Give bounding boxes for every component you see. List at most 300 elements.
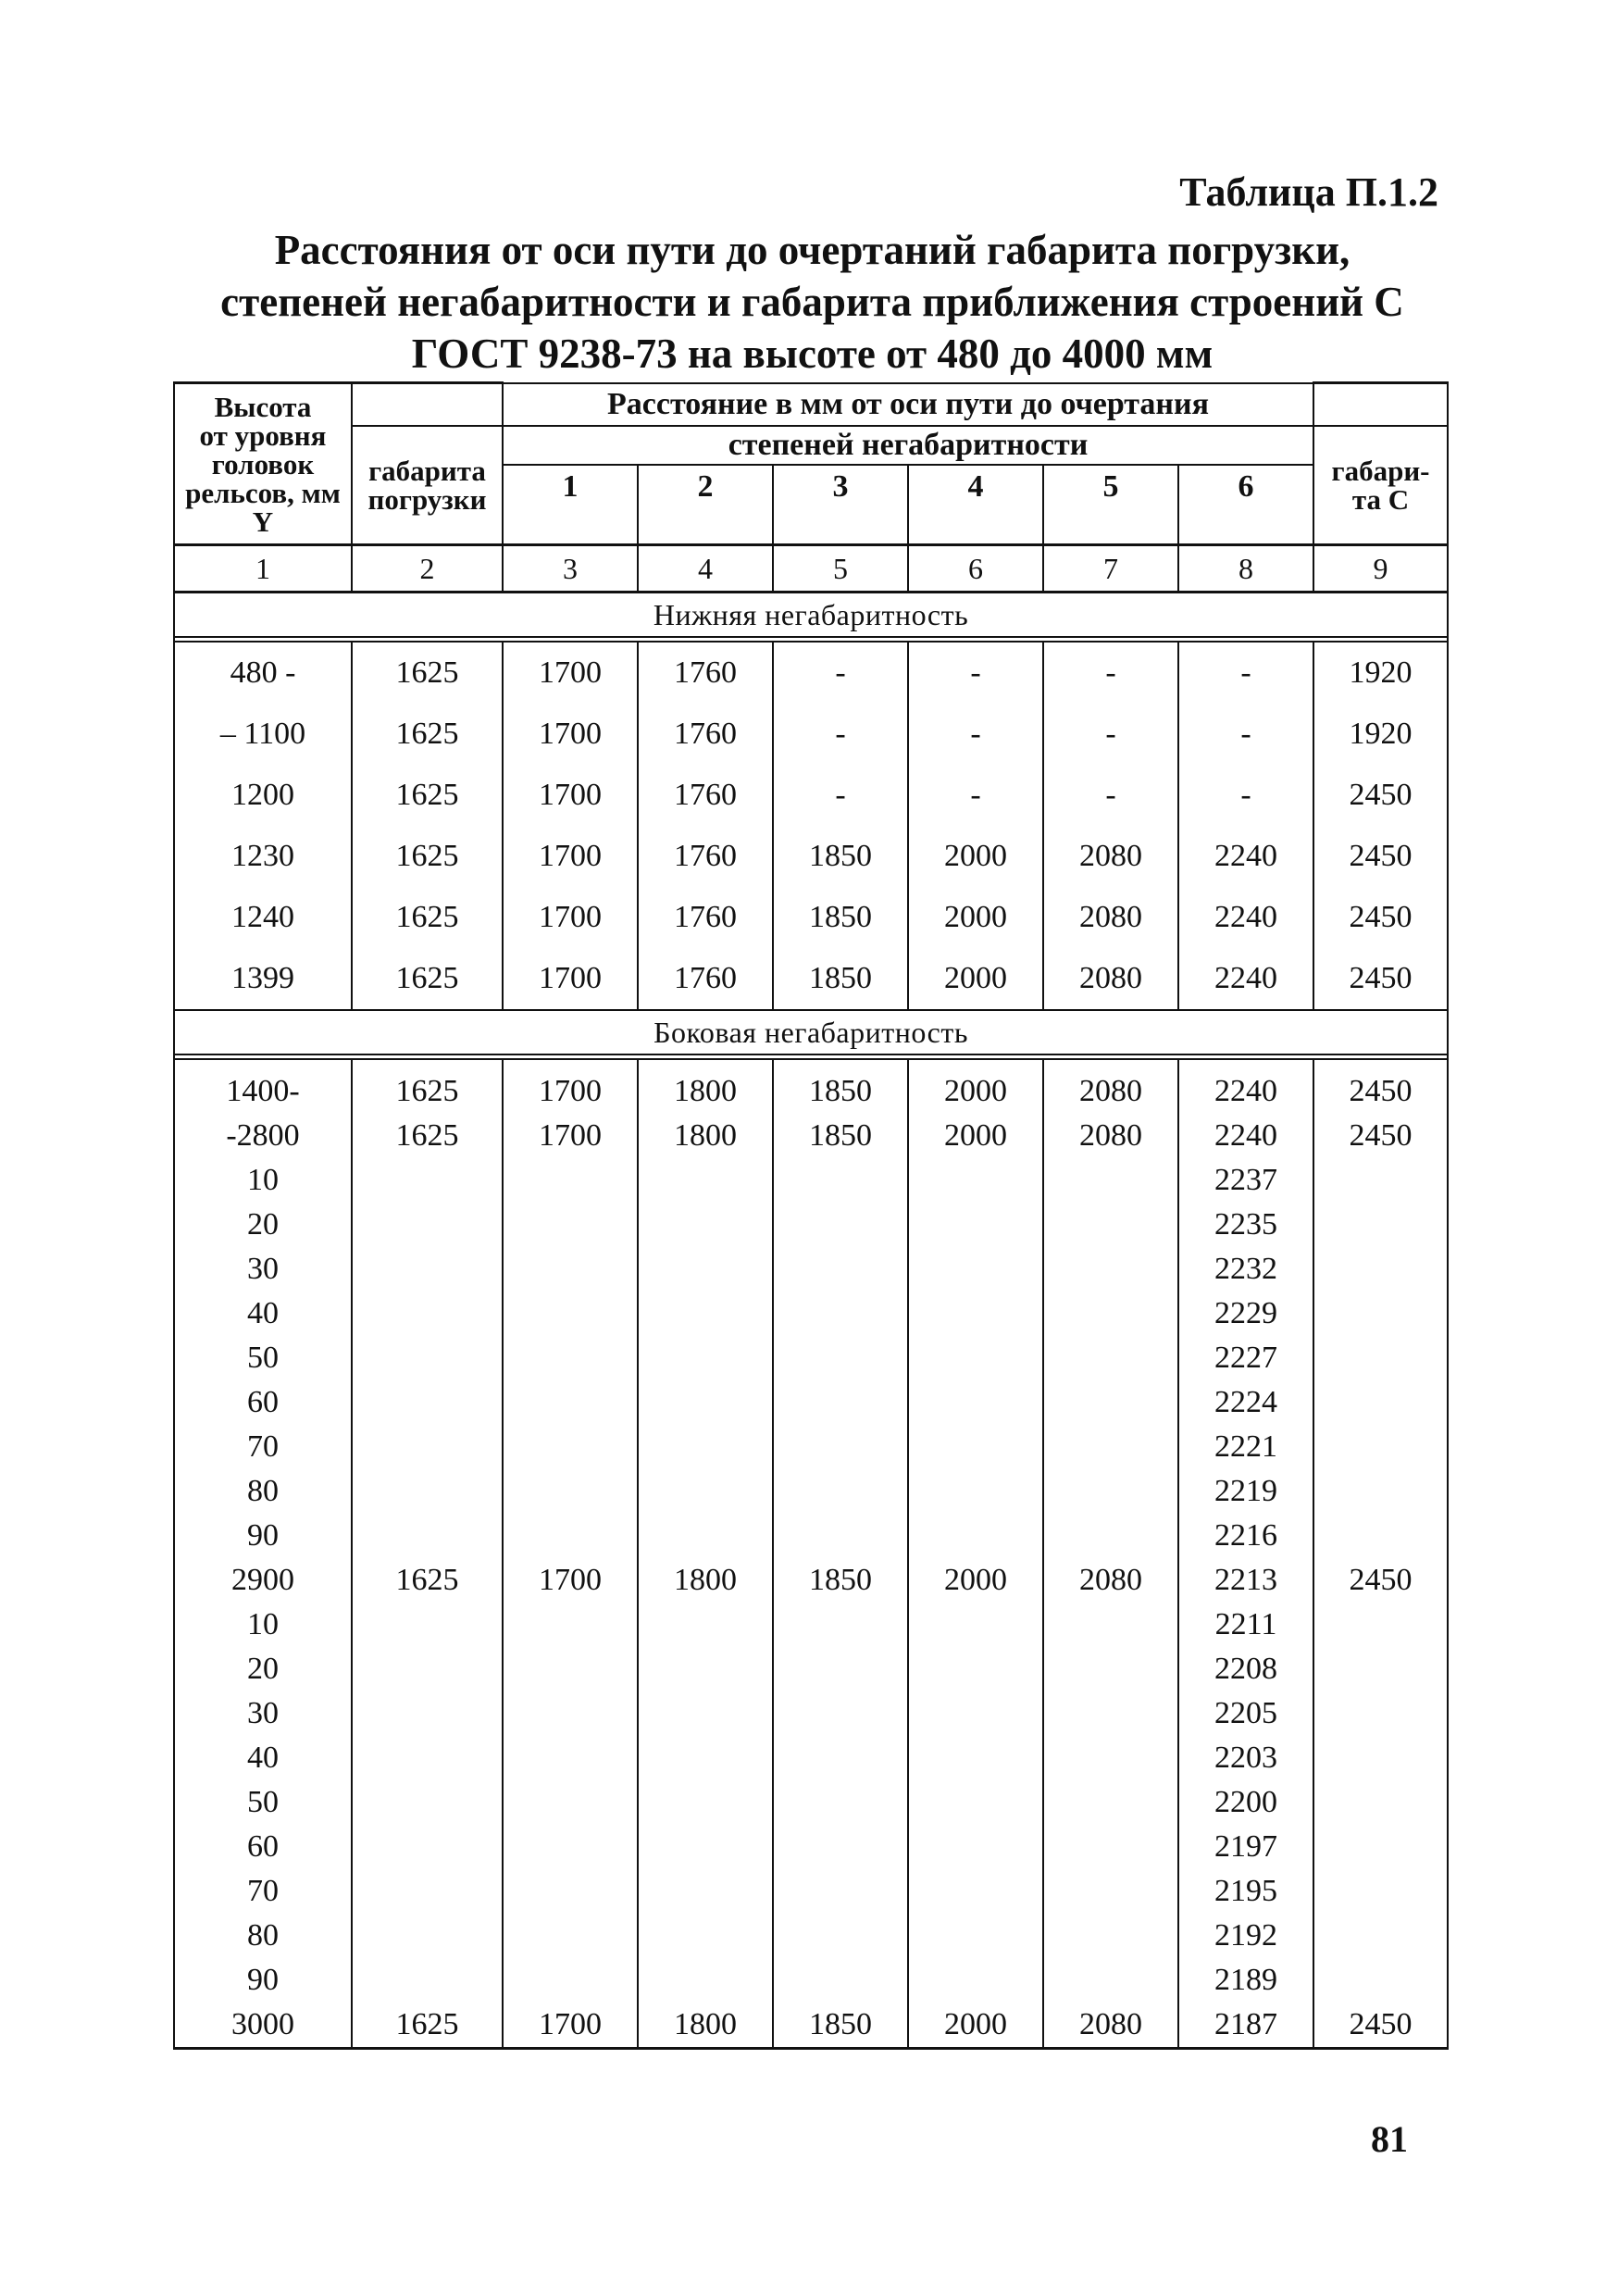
table-cell: 90 — [174, 1514, 352, 1558]
table-cell — [503, 1336, 638, 1380]
gauge-distance-table — [173, 381, 1449, 2050]
table-cell: - — [773, 704, 908, 765]
table-cell: 10 — [174, 1603, 352, 1647]
table-cell: - — [908, 704, 1043, 765]
page-number: 81 — [1371, 2118, 1408, 2160]
table-cell: - — [1043, 642, 1178, 704]
table-cell: 70 — [174, 1425, 352, 1469]
table-cell — [352, 1514, 503, 1558]
table-cell — [1043, 1869, 1178, 1914]
table-cell — [773, 1958, 908, 2003]
table-cell — [1043, 1647, 1178, 1691]
table-cell — [1313, 1603, 1448, 1647]
table-cell — [638, 1691, 773, 1736]
table-cell — [773, 1914, 908, 1958]
table-cell: 480 - — [174, 642, 352, 704]
table-cell — [908, 1869, 1043, 1914]
table-cell — [1043, 1691, 1178, 1736]
table-cell: 2211 — [1178, 1603, 1313, 1647]
table-row — [174, 1247, 1448, 1292]
table-cell: 90 — [174, 1958, 352, 2003]
table-row — [174, 1869, 1448, 1914]
table-cell — [638, 1958, 773, 2003]
table-cell — [773, 1203, 908, 1247]
table-cell — [503, 1869, 638, 1914]
table-cell — [352, 1736, 503, 1780]
table-cell: 2221 — [1178, 1425, 1313, 1469]
table-cell — [638, 1869, 773, 1914]
table-cell: 1760 — [638, 765, 773, 826]
table-cell — [638, 1514, 773, 1558]
header-degree-3: 3 — [773, 465, 908, 545]
table-cell: 1850 — [773, 887, 908, 948]
table-cell — [1043, 1825, 1178, 1869]
table-cell — [638, 1780, 773, 1825]
table-cell: 1800 — [638, 1114, 773, 1158]
table-cell: – 1100 — [174, 704, 352, 765]
header-gauge-c: габари- та С — [1313, 426, 1448, 545]
table-cell: 50 — [174, 1336, 352, 1380]
table-cell — [638, 1425, 773, 1469]
table-row — [174, 948, 1448, 1010]
table-cell: 1700 — [503, 826, 638, 887]
table-cell: 2000 — [908, 1558, 1043, 1603]
table-cell: 1850 — [773, 948, 908, 1010]
table-cell — [1043, 1780, 1178, 1825]
table-cell — [773, 1647, 908, 1691]
table-cell — [352, 1380, 503, 1425]
table-cell — [1313, 1380, 1448, 1425]
table-cell — [503, 1736, 638, 1780]
table-cell — [638, 1203, 773, 1247]
table-cell — [638, 1158, 773, 1203]
table-cell — [503, 1247, 638, 1292]
table-cell — [503, 1780, 638, 1825]
table-cell — [1313, 1514, 1448, 1558]
table-cell: 50 — [174, 1780, 352, 1825]
table-cell — [352, 1336, 503, 1380]
table-cell: 2450 — [1313, 887, 1448, 948]
table-cell — [503, 1914, 638, 1958]
table-row — [174, 1603, 1448, 1647]
header-degree-6: 6 — [1178, 465, 1313, 545]
table-cell — [1043, 1292, 1178, 1336]
table-cell: 1760 — [638, 704, 773, 765]
table-cell — [1043, 1247, 1178, 1292]
table-cell — [773, 1247, 908, 1292]
table-cell — [908, 1158, 1043, 1203]
table-cell: 2240 — [1178, 1114, 1313, 1158]
table-cell: 2232 — [1178, 1247, 1313, 1292]
table-cell: 1800 — [638, 1558, 773, 1603]
table-cell: 1700 — [503, 1114, 638, 1158]
table-cell: 2219 — [1178, 1469, 1313, 1514]
title-line: степеней негабаритности и габарита приближения строений С — [220, 279, 1404, 325]
table-cell: -2800 — [174, 1114, 352, 1158]
table-cell: 2205 — [1178, 1691, 1313, 1736]
table-cell — [638, 1914, 773, 1958]
table-cell: 1850 — [773, 2003, 908, 2049]
section-header-row — [174, 593, 1448, 638]
table-cell: 30 — [174, 1691, 352, 1736]
table-cell — [908, 1469, 1043, 1514]
table-cell — [773, 1514, 908, 1558]
table-cell: 2000 — [908, 2003, 1043, 2049]
table-cell — [503, 1469, 638, 1514]
table-cell: 80 — [174, 1469, 352, 1514]
table-cell: 60 — [174, 1825, 352, 1869]
table-cell: 1625 — [352, 765, 503, 826]
table-cell — [908, 1691, 1043, 1736]
section-title: Нижняя негабаритность — [174, 593, 1448, 638]
header-degree-4: 4 — [908, 465, 1043, 545]
table-row — [174, 1558, 1448, 1603]
table-row — [174, 642, 1448, 704]
table-cell — [773, 1158, 908, 1203]
table-cell: 1850 — [773, 826, 908, 887]
table-cell: 1625 — [352, 826, 503, 887]
table-cell: 70 — [174, 1869, 352, 1914]
table-cell — [352, 1247, 503, 1292]
table-cell — [1043, 1203, 1178, 1247]
table-cell: 1399 — [174, 948, 352, 1010]
table-cell: 2080 — [1043, 826, 1178, 887]
table-cell: 1760 — [638, 642, 773, 704]
header-degrees-group: степеней негабаритности — [503, 426, 1313, 465]
table-cell — [1313, 1869, 1448, 1914]
table-cell — [352, 1780, 503, 1825]
table-row — [174, 704, 1448, 765]
table-cell: 1240 — [174, 887, 352, 948]
table-cell: 30 — [174, 1247, 352, 1292]
table-cell: 1700 — [503, 642, 638, 704]
table-cell: 1230 — [174, 826, 352, 887]
table-cell — [352, 1469, 503, 1514]
table-cell — [638, 1247, 773, 1292]
table-title — [167, 224, 1458, 380]
table-cell — [1313, 1203, 1448, 1247]
table-cell: 3000 — [174, 2003, 352, 2049]
table-cell — [638, 1469, 773, 1514]
table-cell: 2450 — [1313, 1114, 1448, 1158]
table-cell — [773, 1425, 908, 1469]
table-cell: 2000 — [908, 948, 1043, 1010]
table-cell: 20 — [174, 1647, 352, 1691]
table-cell — [773, 1603, 908, 1647]
table-cell: - — [908, 642, 1043, 704]
table-cell: 2216 — [1178, 1514, 1313, 1558]
table-cell: 1700 — [503, 704, 638, 765]
table-cell — [908, 1603, 1043, 1647]
table-cell — [503, 1958, 638, 2003]
table-cell: 2200 — [1178, 1780, 1313, 1825]
table-row — [174, 1780, 1448, 1825]
table-cell — [908, 1514, 1043, 1558]
table-cell — [352, 1292, 503, 1336]
table-cell: 2080 — [1043, 887, 1178, 948]
table-cell — [1043, 1914, 1178, 1958]
header-loading-gauge: габарита погрузки — [352, 426, 503, 545]
table-cell: 2450 — [1313, 826, 1448, 887]
table-cell: 2000 — [908, 826, 1043, 887]
table-cell: 2900 — [174, 1558, 352, 1603]
table-cell: 2224 — [1178, 1380, 1313, 1425]
table-row — [174, 1691, 1448, 1736]
table-cell — [773, 1469, 908, 1514]
table-cell — [1043, 1469, 1178, 1514]
table-cell: 2227 — [1178, 1336, 1313, 1380]
title-line: ГОСТ 9238-73 на высоте от 480 до 4000 мм — [411, 331, 1214, 377]
table-cell — [638, 1647, 773, 1691]
table-row — [174, 1158, 1448, 1203]
table-cell: 2237 — [1178, 1158, 1313, 1203]
table-cell — [638, 1736, 773, 1780]
table-cell — [352, 1603, 503, 1647]
table-cell — [638, 1603, 773, 1647]
table-cell: 2000 — [908, 1059, 1043, 1114]
table-cell — [638, 1292, 773, 1336]
table-cell — [352, 1691, 503, 1736]
table-cell — [773, 1691, 908, 1736]
table-cell — [908, 1825, 1043, 1869]
table-cell — [352, 1203, 503, 1247]
table-cell — [1313, 1336, 1448, 1380]
table-cell — [638, 1825, 773, 1869]
table-row — [174, 1914, 1448, 1958]
table-cell: 20 — [174, 1203, 352, 1247]
table-cell: 2080 — [1043, 1059, 1178, 1114]
table-row — [174, 1469, 1448, 1514]
table-cell: 40 — [174, 1292, 352, 1336]
table-cell: 2000 — [908, 887, 1043, 948]
table-cell — [908, 1736, 1043, 1780]
column-number-row: 1 2 3 4 5 6 7 8 9 — [174, 545, 1448, 593]
table-row — [174, 1380, 1448, 1425]
table-cell: 1800 — [638, 2003, 773, 2049]
table-row — [174, 1825, 1448, 1869]
table-cell — [773, 1825, 908, 1869]
table-cell — [1313, 1292, 1448, 1336]
table-cell — [1043, 1336, 1178, 1380]
table-cell: 2208 — [1178, 1647, 1313, 1691]
table-cell — [773, 1380, 908, 1425]
table-label: Таблица П.1.2 — [1179, 169, 1438, 215]
table-cell: 2240 — [1178, 826, 1313, 887]
table-cell — [773, 1736, 908, 1780]
table-cell: 1700 — [503, 2003, 638, 2049]
table-cell — [1043, 1514, 1178, 1558]
header-degree-1: 1 — [503, 465, 638, 545]
table-cell — [503, 1603, 638, 1647]
table-cell — [1313, 1736, 1448, 1780]
table-cell — [1313, 1691, 1448, 1736]
table-cell: 2000 — [908, 1114, 1043, 1158]
table-cell — [908, 1914, 1043, 1958]
table-cell — [503, 1292, 638, 1336]
table-cell: 2197 — [1178, 1825, 1313, 1869]
table-cell: 1920 — [1313, 642, 1448, 704]
table-cell — [908, 1380, 1043, 1425]
table-cell — [773, 1869, 908, 1914]
table-cell: 2240 — [1178, 887, 1313, 948]
table-cell: 1850 — [773, 1558, 908, 1603]
table-cell: 80 — [174, 1914, 352, 1958]
table-cell — [908, 1647, 1043, 1691]
table-row — [174, 1292, 1448, 1336]
section-title: Боковая негабаритность — [174, 1010, 1448, 1054]
table-cell: 2187 — [1178, 2003, 1313, 2049]
table-cell — [352, 1647, 503, 1691]
table-cell: 1625 — [352, 1558, 503, 1603]
table-cell: 2213 — [1178, 1558, 1313, 1603]
table-row — [174, 1203, 1448, 1247]
table-cell: 1625 — [352, 948, 503, 1010]
table-cell: 1760 — [638, 826, 773, 887]
table-cell: 40 — [174, 1736, 352, 1780]
table-row — [174, 1514, 1448, 1558]
table-cell: 2080 — [1043, 948, 1178, 1010]
table-cell: 2450 — [1313, 2003, 1448, 2049]
table-cell: 1700 — [503, 1558, 638, 1603]
table-row — [174, 1059, 1448, 1114]
table-cell — [638, 1380, 773, 1425]
table-cell — [503, 1425, 638, 1469]
table-cell: 2235 — [1178, 1203, 1313, 1247]
table-cell: 1625 — [352, 704, 503, 765]
table-cell — [908, 1203, 1043, 1247]
table-cell: 1400- — [174, 1059, 352, 1114]
header-degree-2: 2 — [638, 465, 773, 545]
table-cell — [1313, 1469, 1448, 1514]
table-cell: - — [908, 765, 1043, 826]
table-cell — [1313, 1158, 1448, 1203]
table-row — [174, 2003, 1448, 2049]
table-cell — [503, 1380, 638, 1425]
table-cell: 2450 — [1313, 1059, 1448, 1114]
table-cell: - — [1043, 704, 1178, 765]
table-cell — [352, 1914, 503, 1958]
table-cell: 2229 — [1178, 1292, 1313, 1336]
table-cell: 1850 — [773, 1114, 908, 1158]
table-cell: - — [1178, 642, 1313, 704]
table-cell — [352, 1825, 503, 1869]
table-cell — [908, 1780, 1043, 1825]
table-cell: 1760 — [638, 948, 773, 1010]
table-cell — [503, 1647, 638, 1691]
table-cell: 2189 — [1178, 1958, 1313, 2003]
table-cell — [1313, 1425, 1448, 1469]
table-cell — [1313, 1780, 1448, 1825]
table-cell — [1043, 1958, 1178, 2003]
table-cell: 2450 — [1313, 948, 1448, 1010]
table-cell — [908, 1425, 1043, 1469]
table-row — [174, 1736, 1448, 1780]
table-cell — [1043, 1380, 1178, 1425]
table-cell: 60 — [174, 1380, 352, 1425]
table-row — [174, 1336, 1448, 1380]
table-cell: 1625 — [352, 2003, 503, 2049]
table-cell — [352, 1869, 503, 1914]
table-row — [174, 765, 1448, 826]
table-cell — [1043, 1736, 1178, 1780]
table-cell: - — [773, 765, 908, 826]
table-cell: 1700 — [503, 948, 638, 1010]
table-cell — [503, 1203, 638, 1247]
table-cell — [1313, 1958, 1448, 2003]
table-cell: - — [773, 642, 908, 704]
table-cell: 2240 — [1178, 1059, 1313, 1114]
table-cell — [503, 1158, 638, 1203]
table-cell — [773, 1780, 908, 1825]
table-cell — [773, 1336, 908, 1380]
table-cell: 10 — [174, 1158, 352, 1203]
table-cell: 1625 — [352, 887, 503, 948]
table-cell: 2240 — [1178, 948, 1313, 1010]
table-cell: 2080 — [1043, 1558, 1178, 1603]
table-cell — [352, 1425, 503, 1469]
table-row — [174, 1647, 1448, 1691]
table-cell: 2080 — [1043, 1114, 1178, 1158]
table-cell — [908, 1292, 1043, 1336]
table-cell: 1800 — [638, 1059, 773, 1114]
table-cell: 2195 — [1178, 1869, 1313, 1914]
table-cell: 1200 — [174, 765, 352, 826]
table-cell — [352, 1158, 503, 1203]
table-cell — [352, 1958, 503, 2003]
table-cell: 2450 — [1313, 1558, 1448, 1603]
table-cell: 2192 — [1178, 1914, 1313, 1958]
table-cell — [503, 1514, 638, 1558]
header-distance-group: Расстояние в мм от оси пути до очертания — [503, 383, 1313, 427]
table-cell — [638, 1336, 773, 1380]
table-cell — [1313, 1825, 1448, 1869]
table-cell: - — [1043, 765, 1178, 826]
table-cell — [1313, 1247, 1448, 1292]
table-cell: 1625 — [352, 1059, 503, 1114]
table-cell: 1760 — [638, 887, 773, 948]
table-cell: 1700 — [503, 887, 638, 948]
table-cell — [908, 1336, 1043, 1380]
section-header-row — [174, 1010, 1448, 1054]
table-cell: 1625 — [352, 642, 503, 704]
table-cell — [503, 1691, 638, 1736]
table-cell — [1313, 1647, 1448, 1691]
table-cell — [503, 1825, 638, 1869]
table-row — [174, 887, 1448, 948]
table-cell: 1920 — [1313, 704, 1448, 765]
table-cell: 2203 — [1178, 1736, 1313, 1780]
table-cell: 2080 — [1043, 2003, 1178, 2049]
table-row — [174, 1114, 1448, 1158]
table-cell — [1313, 1914, 1448, 1958]
table-cell: 1625 — [352, 1114, 503, 1158]
header-degree-5: 5 — [1043, 465, 1178, 545]
table-cell — [1043, 1158, 1178, 1203]
table-row — [174, 1425, 1448, 1469]
table-cell: 1850 — [773, 1059, 908, 1114]
table-cell: 2450 — [1313, 765, 1448, 826]
table-row — [174, 1958, 1448, 2003]
table-cell: 1700 — [503, 1059, 638, 1114]
table-row — [174, 826, 1448, 887]
table-cell — [773, 1292, 908, 1336]
header-height: Высота от уровня головок рельсов, мм Y — [174, 383, 352, 545]
table-cell — [908, 1247, 1043, 1292]
table-cell — [1043, 1603, 1178, 1647]
table-cell — [908, 1958, 1043, 2003]
table-cell — [1043, 1425, 1178, 1469]
table-cell: 1700 — [503, 765, 638, 826]
